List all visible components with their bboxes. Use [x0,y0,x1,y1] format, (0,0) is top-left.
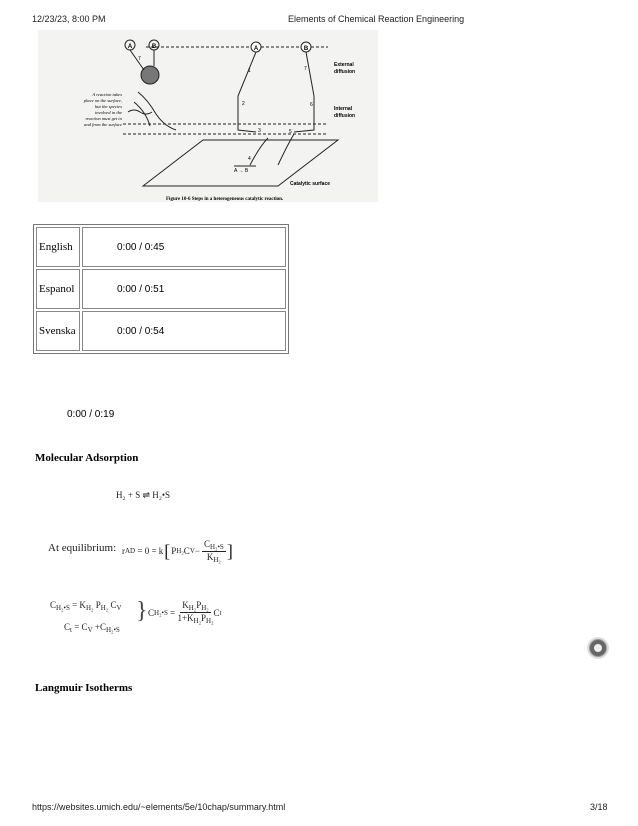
section-title-molecular-adsorption: Molecular Adsorption [35,452,139,464]
table-row [36,311,286,351]
catalytic-surface [143,140,338,186]
species-a-right: A [253,46,259,52]
svg-text:1: 1 [248,68,251,74]
audio-player[interactable]: 0:00 / 0:19 [67,409,115,420]
external-diffusion-label-1: External [334,62,354,68]
language-label-english: English [36,227,80,267]
species-b-top: B [151,44,157,50]
svg-text:but the species: but the species [94,104,122,109]
print-doc-title: Elements of Chemical Reaction Engineering [288,14,465,24]
svg-text:5: 5 [289,129,292,135]
table-row [36,227,286,267]
rate-equation: r AD = 0 = k [ P H₂ C V − $C_{H_2•S}$ $K_{H_2}$ ] [122,538,233,564]
figure-caption: Figure 10-6 Steps in a heterogeneous catalytic reaction. [166,197,284,202]
audio-player-espanol[interactable]: 0:00 / 0:51 [82,269,286,309]
svg-text:place on the surface,: place on the surface, [83,98,122,103]
svg-text:3: 3 [258,128,261,134]
language-label-svenska: Svenska [36,311,80,351]
svg-text:7: 7 [138,56,141,62]
svg-text:involved in the: involved in the [94,110,122,115]
audio-player-english[interactable]: 0:00 / 0:45 [82,227,286,267]
combine-brace: } [136,598,148,624]
table-row [36,269,286,309]
internal-diffusion-label-1: Internal [334,106,353,112]
internal-diffusion-label-2: diffusion [334,113,356,119]
equilibrium-label: At equilibrium: [48,542,117,554]
print-url: https://websites.umich.edu/~elements/5e/10chap/summary.html [32,802,286,812]
audio-table [33,224,289,354]
catalytic-reaction-figure [38,30,378,202]
external-diffusion-label-2: diffusion [334,69,356,75]
svg-text:A reaction takes: A reaction takes [92,92,122,97]
audio-player-svenska[interactable]: 0:00 / 0:54 [82,311,286,351]
svg-text:reaction must get to: reaction must get to [85,116,122,121]
language-label-espanol: Espanol [36,269,80,309]
species-b-right: B [303,46,309,52]
site-balance-eq: $C_t = C_V +C_{H_2•S}$ [64,622,120,634]
catalytic-surface-label: Catalytic surface [290,181,331,187]
svg-text:and from the surface: and from the surface [84,122,122,127]
print-datetime: 12/23/23, 8:00 PM [32,14,106,24]
figure-drawing [38,30,378,202]
langmuir-result-eq: C H₂•S = $\frac{K_{H_2}P_{H_2}}{1+K_{H_2}P_{H_2}}$ C t [148,600,222,625]
adsorption-reaction: H₂ + S ⇌ H₂•S [116,490,171,500]
page-number: 3/18 [590,802,608,812]
reaction-label: A → B [234,168,249,174]
section-title-langmuir-isotherms: Langmuir Isotherms [35,682,133,694]
svg-text:4: 4 [248,156,251,162]
svg-text:6: 6 [310,102,313,108]
svg-text:7: 7 [304,66,307,72]
scroll-to-top-button[interactable] [589,639,607,657]
surface-concentration-eq: $C_{H_2•S} = K_{H_2}$ $P_{H_2}$ $C_V$ [50,600,122,612]
svg-text:2: 2 [242,101,245,107]
species-a-top: A [127,44,133,50]
